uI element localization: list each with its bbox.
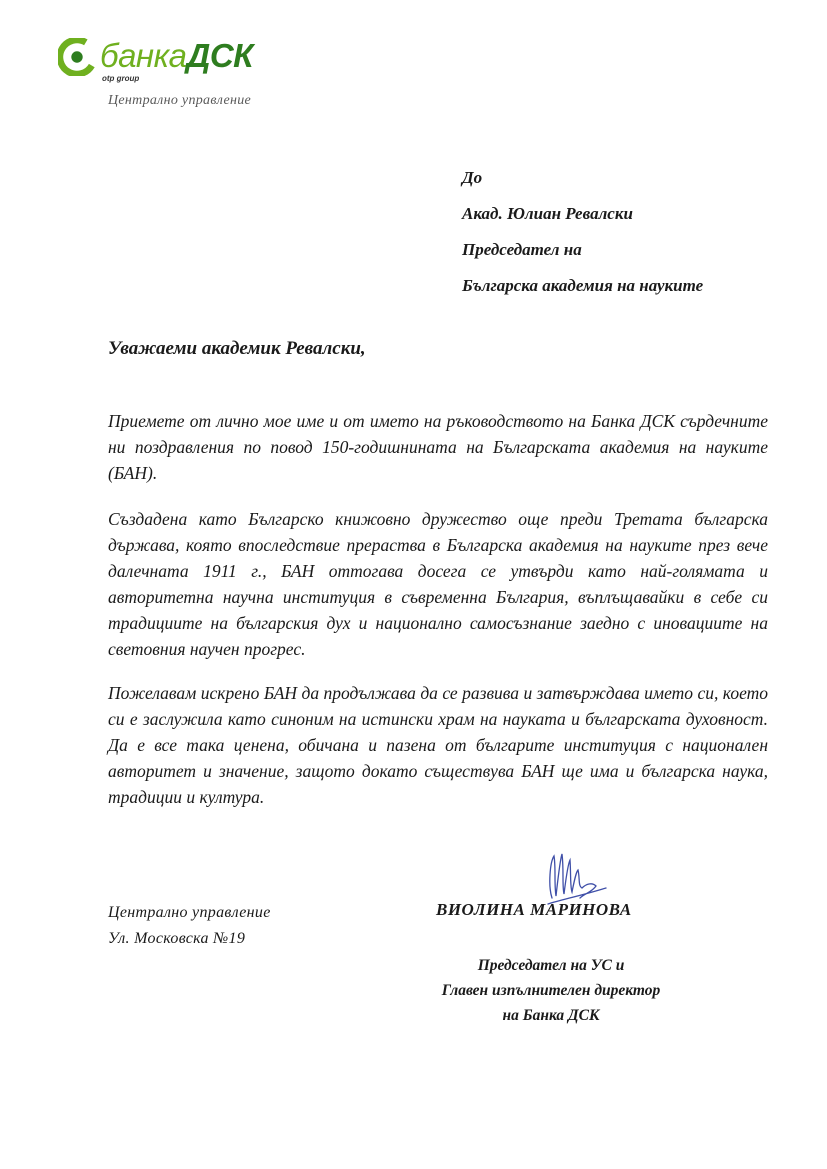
signer-title-line-2: Главен изпълнителен директор	[441, 982, 661, 999]
signer-title-line-3: на Банка ДСК	[502, 1007, 600, 1024]
addressee-to: До	[462, 168, 483, 187]
signer-title	[416, 953, 686, 1028]
salutation: Уважаеми академик Ревалски,	[108, 338, 366, 359]
paragraph-history: Създадена като Българско книжовно дружество още преди Третата българска държава, която впоследствие прераства в Българска академия на науките през вече далечната 1911 г., БАН оттогава досега се утвърди като най-голямата и авторитетна научна институция в съвременна България, въплъщавайки в себе си традициите на българския дух и национално самосъзнание заедно с иновациите на световния научен прогрес.	[108, 509, 768, 659]
logo-subtitle: otp group	[102, 74, 140, 83]
bank-logo	[58, 38, 288, 88]
footer-address	[108, 900, 271, 952]
dsk-logo-mark-icon	[58, 38, 96, 76]
addressee-organization: Българска академия на науките	[462, 276, 704, 295]
addressee-block	[462, 160, 703, 304]
footer-street: Ул. Московска №19	[108, 930, 246, 947]
header-hq-label: Централно управление	[108, 93, 252, 108]
footer-hq-label: Централно управление	[108, 904, 271, 921]
logo-text-bank: банка	[100, 37, 187, 74]
logo-text-dsk: ДСК	[186, 37, 253, 74]
signer-title-line-1: Председател на УС и	[477, 957, 625, 974]
addressee-position: Председател на	[462, 240, 582, 259]
handwritten-signature-icon	[540, 848, 620, 908]
paragraph-congratulations: Приемете от лично мое име и от името на ръководството на Банка ДСК сърдечните ни поздравления по повод 150-годишнината на Българската академия на науките (БАН).	[108, 411, 768, 483]
paragraph-wishes: Пожелавам искрено БАН да продължава да се развива и затвърждава името си, което си е заслужила като синоним на истински храм на науката и българската духовност. Да е все така ценена, обичана и пазена от българите институция с национален авторитет и значение, защото докато съществува БАН ще има и българска наука, традиции и култура.	[108, 683, 768, 807]
addressee-name: Акад. Юлиан Ревалски	[462, 204, 633, 223]
logo-wordmark	[100, 36, 253, 76]
signer-name: ВИОЛИНА МАРИНОВА	[436, 900, 632, 919]
